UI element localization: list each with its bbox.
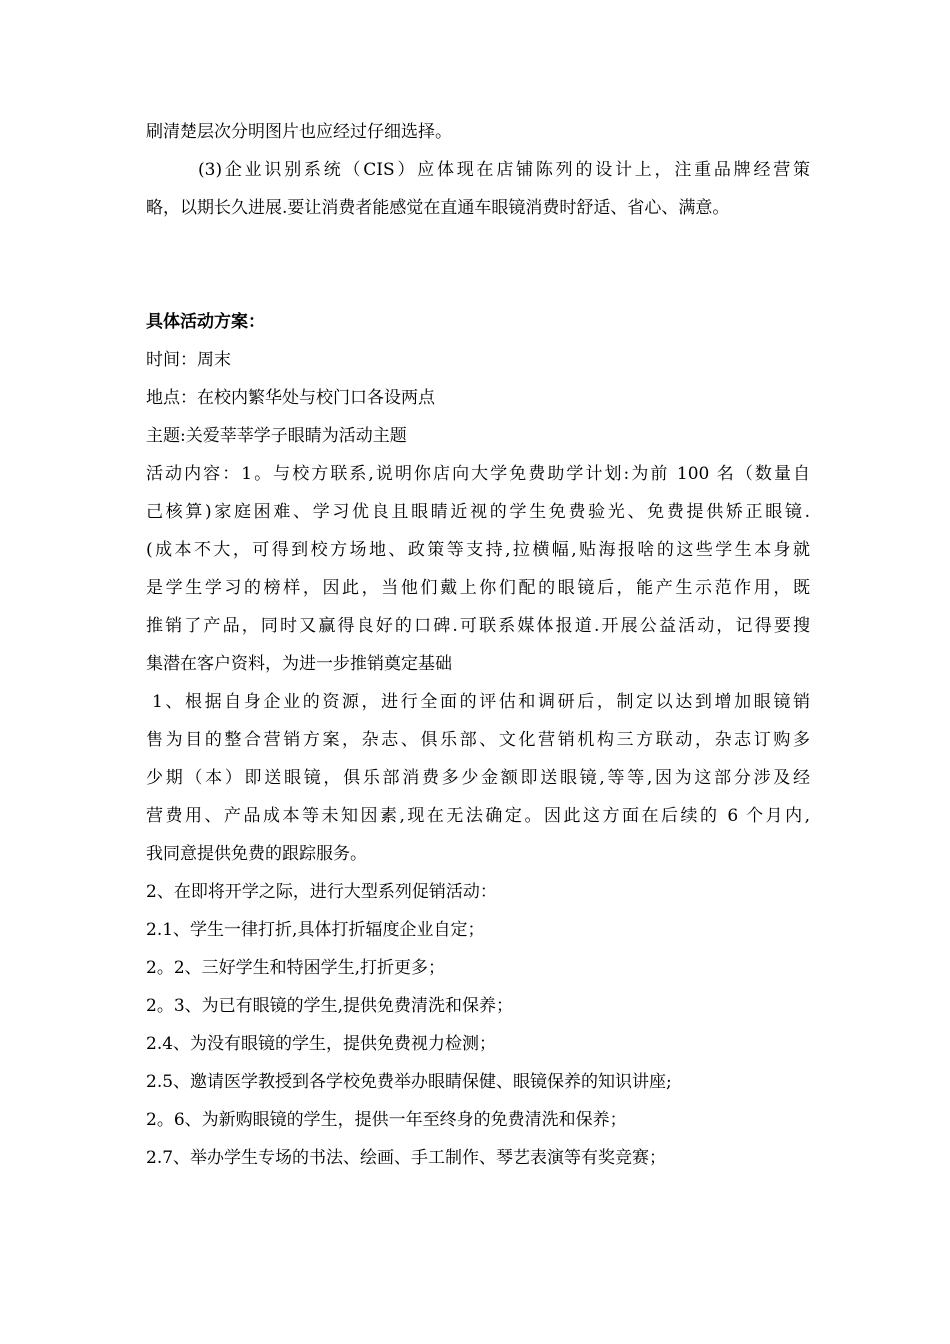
cis-paragraph-line: (3)企业识别系统（CIS）应体现在店铺陈列的设计上，注重品牌经营策 bbox=[198, 160, 810, 180]
plan-content-line: 是学生学习的榜样，因此，当他们戴上你们配的眼镜后，能产生示范作用，既 bbox=[146, 578, 810, 598]
item1-line: 1、根据自身企业的资源，进行全面的评估和调研后，制定以达到增加眼镜销 bbox=[152, 692, 810, 712]
plan-content-line: 推销了产品，同时又赢得良好的口碑.可联系媒体报道.开展公益活动，记得要搜 bbox=[146, 616, 810, 636]
item2-list-item: 2。3、为已有眼镜的学生,提供免费清洗和保养； bbox=[146, 996, 514, 1016]
plan-content-line: 集潜在客户资料，为进一步推销奠定基础 bbox=[146, 654, 452, 674]
item2-list-item: 2。6、为新购眼镜的学生，提供一年至终身的免费清洗和保养； bbox=[146, 1110, 627, 1130]
plan-time: 时间：周末 bbox=[146, 350, 231, 370]
continuation-line: 刷清楚层次分明图片也应经过仔细选择。 bbox=[146, 122, 452, 142]
item1-line: 售为目的整合营销方案，杂志、俱乐部、文化营销机构三方联动，杂志订购多 bbox=[146, 730, 810, 750]
item1-line: 营费用、产品成本等未知因素,现在无法确定。因此这方面在后续的 6 个月内, bbox=[146, 806, 810, 826]
item2-list-item: 2.7、举办学生专场的书法、绘画、手工制作、琴艺表演等有奖竞赛； bbox=[146, 1148, 667, 1168]
item2-heading: 2、在即将开学之际，进行大型系列促销活动： bbox=[146, 882, 497, 902]
item2-list-item: 2.1、学生一律打折,具体打折辐度企业自定； bbox=[146, 920, 485, 940]
plan-heading: 具体活动方案： bbox=[146, 312, 265, 332]
plan-content-line: (成本不大，可得到校方场地、政策等支持,拉横幅,贴海报啥的这些学生本身就 bbox=[146, 540, 810, 560]
item1-line: 我同意提供免费的跟踪服务。 bbox=[146, 844, 367, 864]
plan-content-line: 活动内容：1。与校方联系,说明你店向大学免费助学计划:为前 100 名（数量自 bbox=[146, 464, 810, 484]
document-body bbox=[146, 113, 810, 1177]
paragraph-gap bbox=[146, 227, 810, 303]
plan-content-line: 己核算)家庭困难、学习优良且眼睛近视的学生免费验光、免费提供矫正眼镜. bbox=[146, 502, 810, 522]
item2-list-item: 2.4、为没有眼镜的学生，提供免费视力检测； bbox=[146, 1034, 497, 1054]
plan-location: 地点：在校内繁华处与校门口各设两点 bbox=[146, 388, 435, 408]
item2-list-item: 2。2、三好学生和特困学生,打折更多； bbox=[146, 958, 446, 978]
cis-paragraph-line: 略，以期长久进展.要让消费者能感觉在直通车眼镜消费时舒适、省心、满意。 bbox=[146, 198, 730, 218]
item2-list-item: 2.5、邀请医学教授到各学校免费举办眼睛保健、眼镜保养的知识讲座; bbox=[146, 1072, 672, 1092]
plan-theme: 主题:关爱莘莘学子眼睛为活动主题 bbox=[146, 426, 407, 446]
item1-line: 少期（本）即送眼镜，俱乐部消费多少金额即送眼镜,等等,因为这部分涉及经 bbox=[146, 768, 810, 788]
